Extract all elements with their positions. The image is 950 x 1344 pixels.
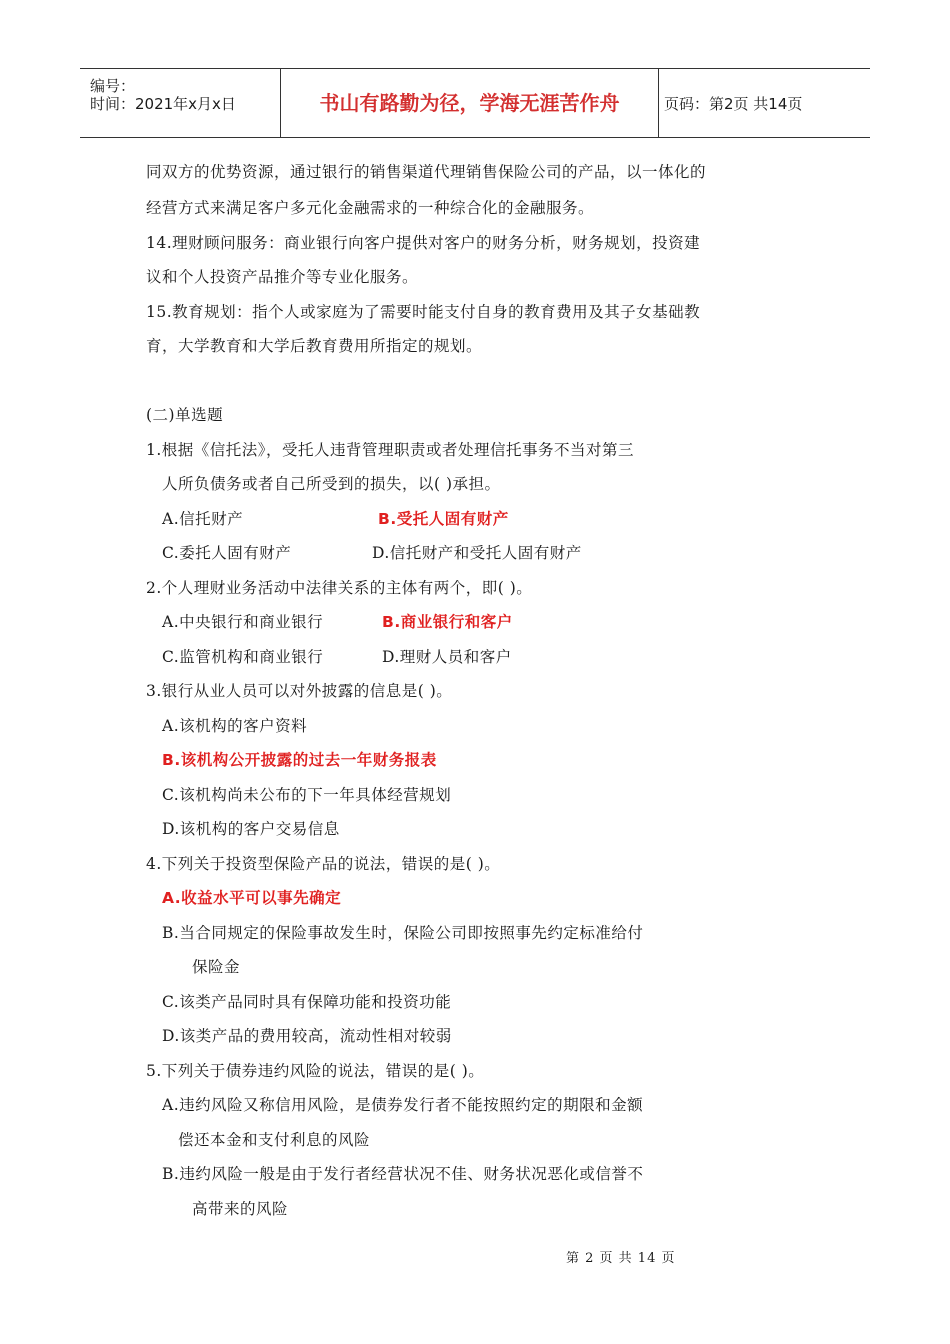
q1-stem: 1.根据《信托法》，受托人违背管理职责或者处理信托事务不当对第三 [146,441,635,459]
q5-option-a: A.违约风险又称信用风险，是债券发行者不能按照约定的期限和金额 [162,1096,644,1114]
q3-option-a: A.该机构的客户资料 [162,717,308,735]
section-title: (二)单选题 [146,406,224,424]
page-footer: 第 2 页 共 14 页 [566,1251,676,1266]
q3-option-c: C.该机构尚未公布的下一年具体经营规划 [162,786,452,804]
intro-line: 经营方式来满足客户多元化金融需求的一种综合化的金融服务。 [146,199,595,217]
q5-option-a-cont: 偿还本金和支付利息的风险 [178,1131,371,1149]
q3-stem: 3.银行从业人员可以对外披露的信息是( )。 [146,682,453,700]
intro-line: 14.理财顾问服务：商业银行向客户提供对客户的财务分析，财务规划，投资建 [146,234,701,252]
q3-option-d: D.该机构的客户交易信息 [162,820,340,838]
intro-line: 同双方的优势资源，通过银行的销售渠道代理销售保险公司的产品，以一体化的 [146,163,707,181]
q4-stem: 4.下列关于投资型保险产品的说法，错误的是( )。 [146,855,501,873]
q1-option-c: C.委托人固有财产 [162,544,292,562]
intro-line: 议和个人投资产品推介等专业化服务。 [146,268,419,286]
q5-stem: 5.下列关于债券违约风险的说法，错误的是( )。 [146,1062,485,1080]
q3-option-b-answer: B.该机构公开披露的过去一年财务报表 [162,751,437,769]
q1-option-a: A.信托财产 [162,510,244,528]
q1-option-d: D.信托财产和受托人固有财产 [372,544,582,562]
intro-line: 15.教育规划：指个人或家庭为了需要时能支付自身的教育费用及其子女基础教 [146,303,701,321]
q4-option-c: C.该类产品同时具有保障功能和投资功能 [162,993,452,1011]
q2-option-a: A.中央银行和商业银行 [162,613,324,631]
intro-line: 育，大学教育和大学后教育费用所指定的规划。 [146,337,483,355]
q1-option-b-answer: B.受托人固有财产 [378,510,509,528]
q4-option-d: D.该类产品的费用较高，流动性相对较弱 [162,1027,452,1045]
q2-option-c: C.监管机构和商业银行 [162,648,324,666]
date-label: 时间：2021年x月x日 [90,95,236,113]
q1-stem-cont: 人所负债务或者自己所受到的损失，以( )承担。 [162,475,501,493]
q5-option-b: B.违约风险一般是由于发行者经营状况不佳、财务状况恶化或信誉不 [162,1165,644,1183]
q4-option-b-cont: 保险金 [192,958,241,976]
q5-option-b-cont: 高带来的风险 [192,1200,289,1218]
header-page-info: 页码：第2页 共14页 [664,95,803,113]
q4-option-a-answer: A.收益水平可以事先确定 [162,889,342,907]
header-motto: 书山有路勤为径，学海无涯苦作舟 [281,69,659,137]
number-label: 编号： [90,77,136,95]
q2-option-b-answer: B.商业银行和客户 [382,613,513,631]
q2-stem: 2.个人理财业务活动中法律关系的主体有两个，即( )。 [146,579,533,597]
q4-option-b: B.当合同规定的保险事故发生时，保险公司即按照事先约定标准给付 [162,924,644,942]
q2-option-d: D.理财人员和客户 [382,648,512,666]
